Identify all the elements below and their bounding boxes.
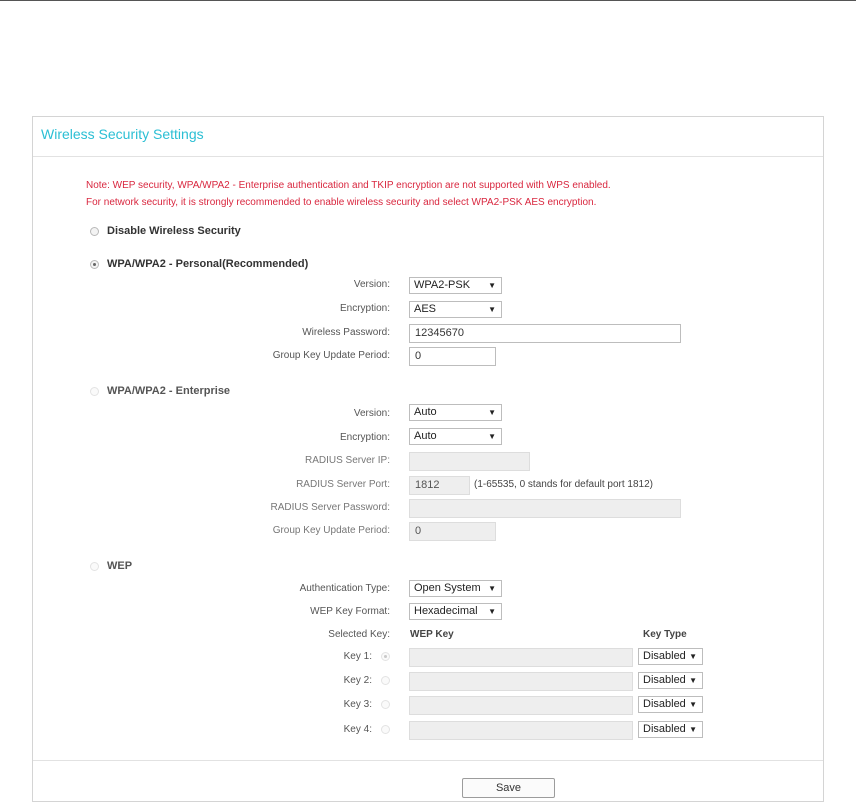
radius-ip-input[interactable] [409,452,530,471]
personal-group-key-label: Group Key Update Period: [272,350,390,361]
note-line-recommendation: For network security, it is strongly recommended to enable wireless security and select WPA2-PSK AES encryption. [86,197,597,208]
footer-divider [33,760,823,761]
wep-radio[interactable] [90,562,99,571]
wpa-enterprise-radio[interactable] [90,387,99,396]
wep-key-3-input[interactable] [409,696,633,715]
wep-key-3-type-select[interactable] [638,696,703,713]
top-divider [0,0,856,1]
radius-port-input[interactable]: 1812 [409,476,470,495]
enterprise-encryption-select[interactable] [409,428,502,445]
radius-password-input[interactable] [409,499,681,518]
enterprise-encryption-value: Auto [414,430,437,442]
wep-key-4-type-value: Disabled [643,723,686,735]
caret-down-icon: ▼ [689,652,697,661]
personal-password-input[interactable]: 12345670 [409,324,681,343]
wep-label: WEP [107,560,133,572]
personal-version-label: Version: [353,279,390,290]
wep-auth-type-label: Authentication Type: [299,583,390,594]
wpa-personal-label: WPA/WPA2 - Personal(Recommended) [107,258,309,270]
personal-encryption-label: Encryption: [339,303,390,314]
radius-port-label: RADIUS Server Port: [296,479,390,490]
wep-key-4-type-select[interactable] [638,721,703,738]
key-type-column-header: Key Type [643,629,687,640]
wep-key-3-radio[interactable] [381,700,390,709]
title-divider [33,156,823,157]
personal-password-label: Wireless Password: [302,327,390,338]
radius-password-label: RADIUS Server Password: [270,502,390,513]
wep-key-1-type-select[interactable] [638,648,703,665]
radius-ip-label: RADIUS Server IP: [304,455,390,466]
caret-down-icon: ▼ [488,408,496,417]
caret-down-icon: ▼ [488,584,496,593]
disable-security-radio[interactable] [90,227,99,236]
personal-version-value: WPA2-PSK [414,279,471,291]
caret-down-icon: ▼ [488,281,496,290]
wep-selected-key-label: Selected Key: [328,629,390,640]
wep-auth-type-select[interactable] [409,580,502,597]
wep-auth-type-value: Open System [414,582,481,594]
personal-group-key-input[interactable]: 0 [409,347,496,366]
personal-encryption-select[interactable] [409,301,502,318]
wpa-personal-radio[interactable] [90,260,99,269]
caret-down-icon: ▼ [488,607,496,616]
wep-key-format-label: WEP Key Format: [310,606,390,617]
radius-port-hint: (1-65535, 0 stands for default port 1812) [474,479,654,490]
caret-down-icon: ▼ [689,700,697,709]
caret-down-icon: ▼ [488,432,496,441]
wep-key-4-input[interactable] [409,721,633,740]
enterprise-version-label: Version: [353,408,390,419]
wep-key-2-radio[interactable] [381,676,390,685]
wep-key-format-value: Hexadecimal [414,605,478,617]
enterprise-version-select[interactable] [409,404,502,421]
wep-key-2-input[interactable] [409,672,633,691]
wep-key-column-header: WEP Key [410,629,454,640]
wep-key-2-label: Key 2: [343,675,372,686]
disable-security-label: Disable Wireless Security [107,225,241,237]
wep-key-1-label: Key 1: [343,651,372,662]
panel-title: Wireless Security Settings [41,126,204,142]
enterprise-group-key-label: Group Key Update Period: [272,525,390,536]
wep-key-1-radio[interactable] [381,652,390,661]
wep-key-format-select[interactable] [409,603,502,620]
enterprise-group-key-input[interactable]: 0 [409,522,496,541]
enterprise-version-value: Auto [414,406,437,418]
save-button[interactable]: Save [462,778,555,798]
wep-key-2-type-select[interactable] [638,672,703,689]
wep-key-3-label: Key 3: [343,699,372,710]
note-line-wps: Note: WEP security, WPA/WPA2 - Enterprise authentication and TKIP encryption are not supported with WPS enabled. [86,180,611,191]
caret-down-icon: ▼ [488,305,496,314]
enterprise-encryption-label: Encryption: [339,432,390,443]
personal-version-select[interactable] [409,277,502,294]
wep-key-4-radio[interactable] [381,725,390,734]
wep-key-2-type-value: Disabled [643,674,686,686]
wpa-enterprise-label: WPA/WPA2 - Enterprise [107,385,231,397]
wep-key-4-label: Key 4: [343,724,372,735]
personal-encryption-value: AES [414,303,437,315]
caret-down-icon: ▼ [689,676,697,685]
wireless-security-panel [32,116,824,802]
wep-key-3-type-value: Disabled [643,698,686,710]
wep-key-1-type-value: Disabled [643,650,686,662]
wep-key-1-input[interactable] [409,648,633,667]
caret-down-icon: ▼ [689,725,697,734]
